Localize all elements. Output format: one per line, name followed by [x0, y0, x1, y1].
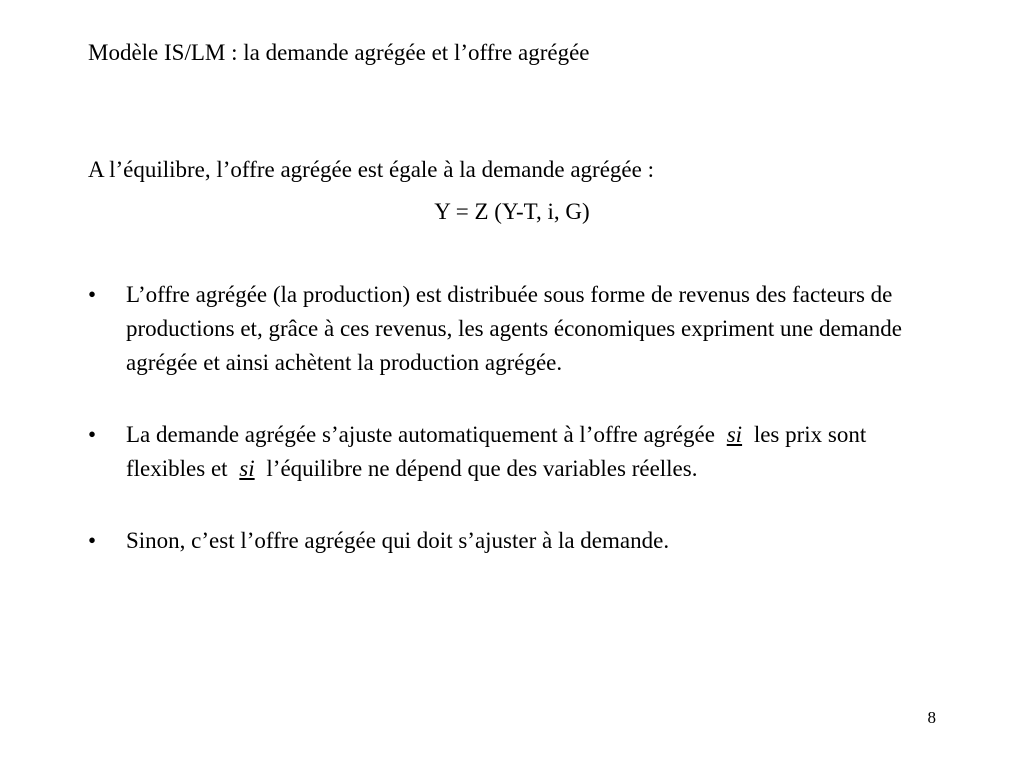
bullet-text: Sinon, c’est l’offre agrégée qui doit s’ajuster à la demande.: [126, 528, 670, 553]
bullet-dot-icon: •: [88, 422, 97, 447]
bullet-text-part: les prix sont flexibles et: [126, 422, 867, 481]
bullet-dot-icon: •: [88, 528, 97, 553]
bullet-item: [88, 278, 948, 380]
emphasis-si: si: [726, 422, 743, 447]
bullet-item: [88, 418, 948, 486]
bullet-text-part: La demande agrégée s’ajuste automatiquement à l’offre agrégée: [126, 422, 715, 447]
bullet-text: L’offre agrégée (la production) est distribuée sous forme de revenus des facteurs de productions et, grâce à ces revenus, les agents économiques expriment une demande agrégée et ainsi achètent la production agrégée.: [126, 282, 902, 375]
slide-title: Modèle IS/LM : la demande agrégée et l’offre agrégée: [88, 40, 590, 65]
intro-text: A l’équilibre, l’offre agrégée est égale à la demande agrégée :: [88, 157, 654, 182]
bullet-text-part: l’équilibre ne dépend que des variables réelles.: [266, 456, 698, 481]
bullet-dot-icon: •: [88, 282, 97, 307]
bullet-list: [88, 278, 948, 558]
emphasis-si: si: [239, 456, 255, 481]
page-number: 8: [927, 708, 936, 727]
equation: Y = Z (Y-T, i, G): [434, 199, 590, 224]
bullet-item: [88, 524, 948, 558]
